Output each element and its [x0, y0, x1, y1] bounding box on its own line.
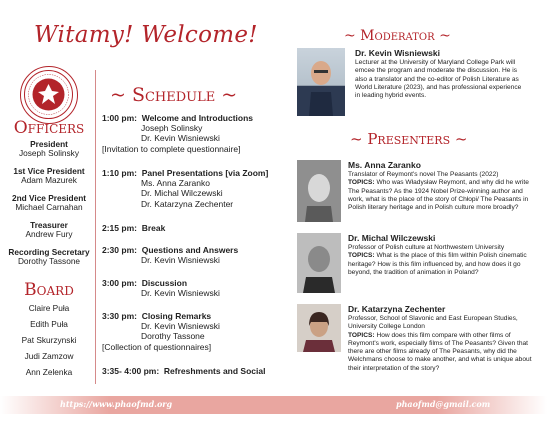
schedule-heading: ~ Schedule ~ [110, 84, 238, 106]
moderator-bio: Lecturer at the University of Maryland College Park will emcee the program and moderate the discussion. He is also a translator and the co-editor of Polish Literature as World Literature (2023), and has professional experience in leading hybrid events. [355, 59, 522, 100]
schedule-note: [Collection of questionnaires] [102, 341, 212, 352]
officer-title: 2nd Vice President [11, 193, 87, 203]
schedule-time: 3:30 pm: [102, 311, 137, 321]
column-divider [95, 70, 96, 384]
officer-treasurer [6, 221, 92, 239]
society-seal-logo [20, 66, 78, 124]
presenter-photo-michal-wilczewski [297, 233, 341, 293]
officers-heading: Officers [13, 118, 85, 138]
schedule-time: 2:15 pm: [102, 223, 137, 233]
topics-label: TOPICS: [348, 179, 375, 187]
officer-title: President [30, 139, 68, 149]
officer-title: 1st Vice President [13, 166, 85, 176]
board-member: Claire Puła [28, 303, 70, 313]
schedule-person: Dr. Kevin Wisniewski [141, 288, 220, 299]
presenter-topics-block [348, 332, 543, 373]
officer-name: Joseph Solinsky [19, 148, 79, 158]
schedule-item [102, 366, 292, 376]
officer-title: Treasurer [30, 220, 68, 230]
topics-label: TOPICS: [348, 331, 375, 339]
presenter-role: Translator of Reymont's novel The Peasants (2022) [348, 171, 499, 178]
schedule-item [102, 223, 292, 233]
presenter-info [348, 244, 538, 277]
presenter-name: Dr. Michal Wilczewski [348, 233, 436, 243]
presenter-topics: What is the place of this film within Polish cinematic heritage? How is this film influenced by, and how does it go beyond, the tradition of animation in Poland? [348, 252, 527, 276]
schedule-person: Dorothy Tassone [141, 331, 205, 342]
presenter-role: Professor of Polish culture at Northwestern University [348, 244, 505, 251]
schedule-title: Discussion [141, 278, 188, 288]
schedule-person: Dr. Kevin Wisniewski [141, 133, 220, 144]
person-silhouette-icon [297, 304, 341, 352]
schedule-person: Dr. Kevin Wisniewski [141, 255, 220, 266]
officer-name: Dorothy Tassone [17, 256, 81, 266]
moderator-heading: ~ Moderator ~ [344, 28, 451, 44]
schedule-person: Dr. Katarzyna Zechenter [141, 198, 234, 209]
presenter-name: Dr. Katarzyna Zechenter [348, 304, 446, 314]
schedule-time: 1:10 pm: [102, 168, 137, 178]
board-heading: Board [24, 280, 74, 300]
schedule-title: Panel Presentations [via Zoom] [141, 168, 269, 178]
presenters-heading: ~ Presenters ~ [350, 130, 468, 148]
schedule-item [102, 311, 292, 352]
topics-label: TOPICS: [348, 252, 375, 260]
officer-name: Andrew Fury [25, 229, 73, 239]
schedule-person: Ms. Anna Zaranko [141, 178, 210, 189]
schedule-person: Joseph Solinsky [141, 123, 203, 134]
schedule-title: Questions and Answers [141, 245, 239, 255]
officer-recording-secretary [6, 248, 92, 266]
officer-name: Michael Carnahan [15, 202, 83, 212]
schedule-title: Refreshments and Social [163, 366, 266, 376]
officer-name: Adam Mazurek [21, 175, 77, 185]
schedule-time: 3:35- 4:00 pm: [102, 366, 160, 376]
schedule-time: 2:30 pm: [102, 245, 137, 255]
schedule-item [102, 245, 292, 265]
schedule-title: Closing Remarks [141, 311, 212, 321]
presenter-topics: Who was Władysław Reymont, and why did he write The Peasants? As the 1924 Nobel Prize-winning author and work, what is the place of the story of Chłopi/ The Peasants in Polish literary heritage and in Polish culture more broadly? [348, 179, 529, 212]
schedule-person: Dr. Michal Wilczewski [141, 188, 223, 199]
schedule-title: Break [141, 223, 166, 233]
presenter-role: Professor, School of Slavonic and East European Studies, University College London [348, 315, 518, 331]
schedule-item [102, 113, 292, 154]
board-member: Ann Zelenka [25, 367, 73, 377]
moderator-photo [297, 48, 345, 116]
person-silhouette-icon [297, 160, 341, 222]
presenter-info [348, 315, 543, 373]
presenter-info [348, 171, 538, 212]
board-member: Edith Puła [30, 319, 68, 329]
schedule-item [102, 168, 292, 209]
officer-title: Recording Secretary [8, 247, 90, 257]
schedule-item [102, 278, 292, 298]
presenter-photo-anna-zaranko [297, 160, 341, 222]
presenter-topics: How does this film compare with other films of Reymont's work, especially films of The Peasants? Given that there are other films already of The Peasants, why did the Welchmans choose to make another, and what is unique about their interpretation of the story? [348, 331, 532, 372]
moderator-name: Dr. Kevin Wisniewski [355, 48, 440, 58]
schedule-title: Welcome and Introductions [141, 113, 253, 123]
schedule-time: 3:00 pm: [102, 278, 137, 288]
schedule-time: 1:00 pm: [102, 113, 137, 123]
person-silhouette-icon [297, 233, 341, 293]
presenter-photo-katarzyna-zechenter [297, 304, 341, 352]
person-silhouette-icon [297, 48, 345, 116]
officer-1st-vice-president [6, 167, 92, 185]
email-link[interactable]: phaofmd@gmail.com [396, 399, 491, 409]
officer-2nd-vice-president [6, 194, 92, 212]
website-link[interactable]: https://www.phaofmd.org [60, 399, 173, 409]
welcome-title: Witamy! Welcome! [34, 22, 258, 48]
presenter-name: Ms. Anna Zaranko [348, 160, 421, 170]
schedule-note: [Invitation to complete questionnaire] [102, 143, 241, 154]
schedule-person: Dr. Kevin Wisniewski [141, 321, 220, 332]
officer-president [6, 140, 92, 158]
seal-graphic [21, 67, 76, 122]
board-member: Pat Skurzynski [21, 335, 77, 345]
board-member: Judi Zamzow [24, 351, 74, 361]
